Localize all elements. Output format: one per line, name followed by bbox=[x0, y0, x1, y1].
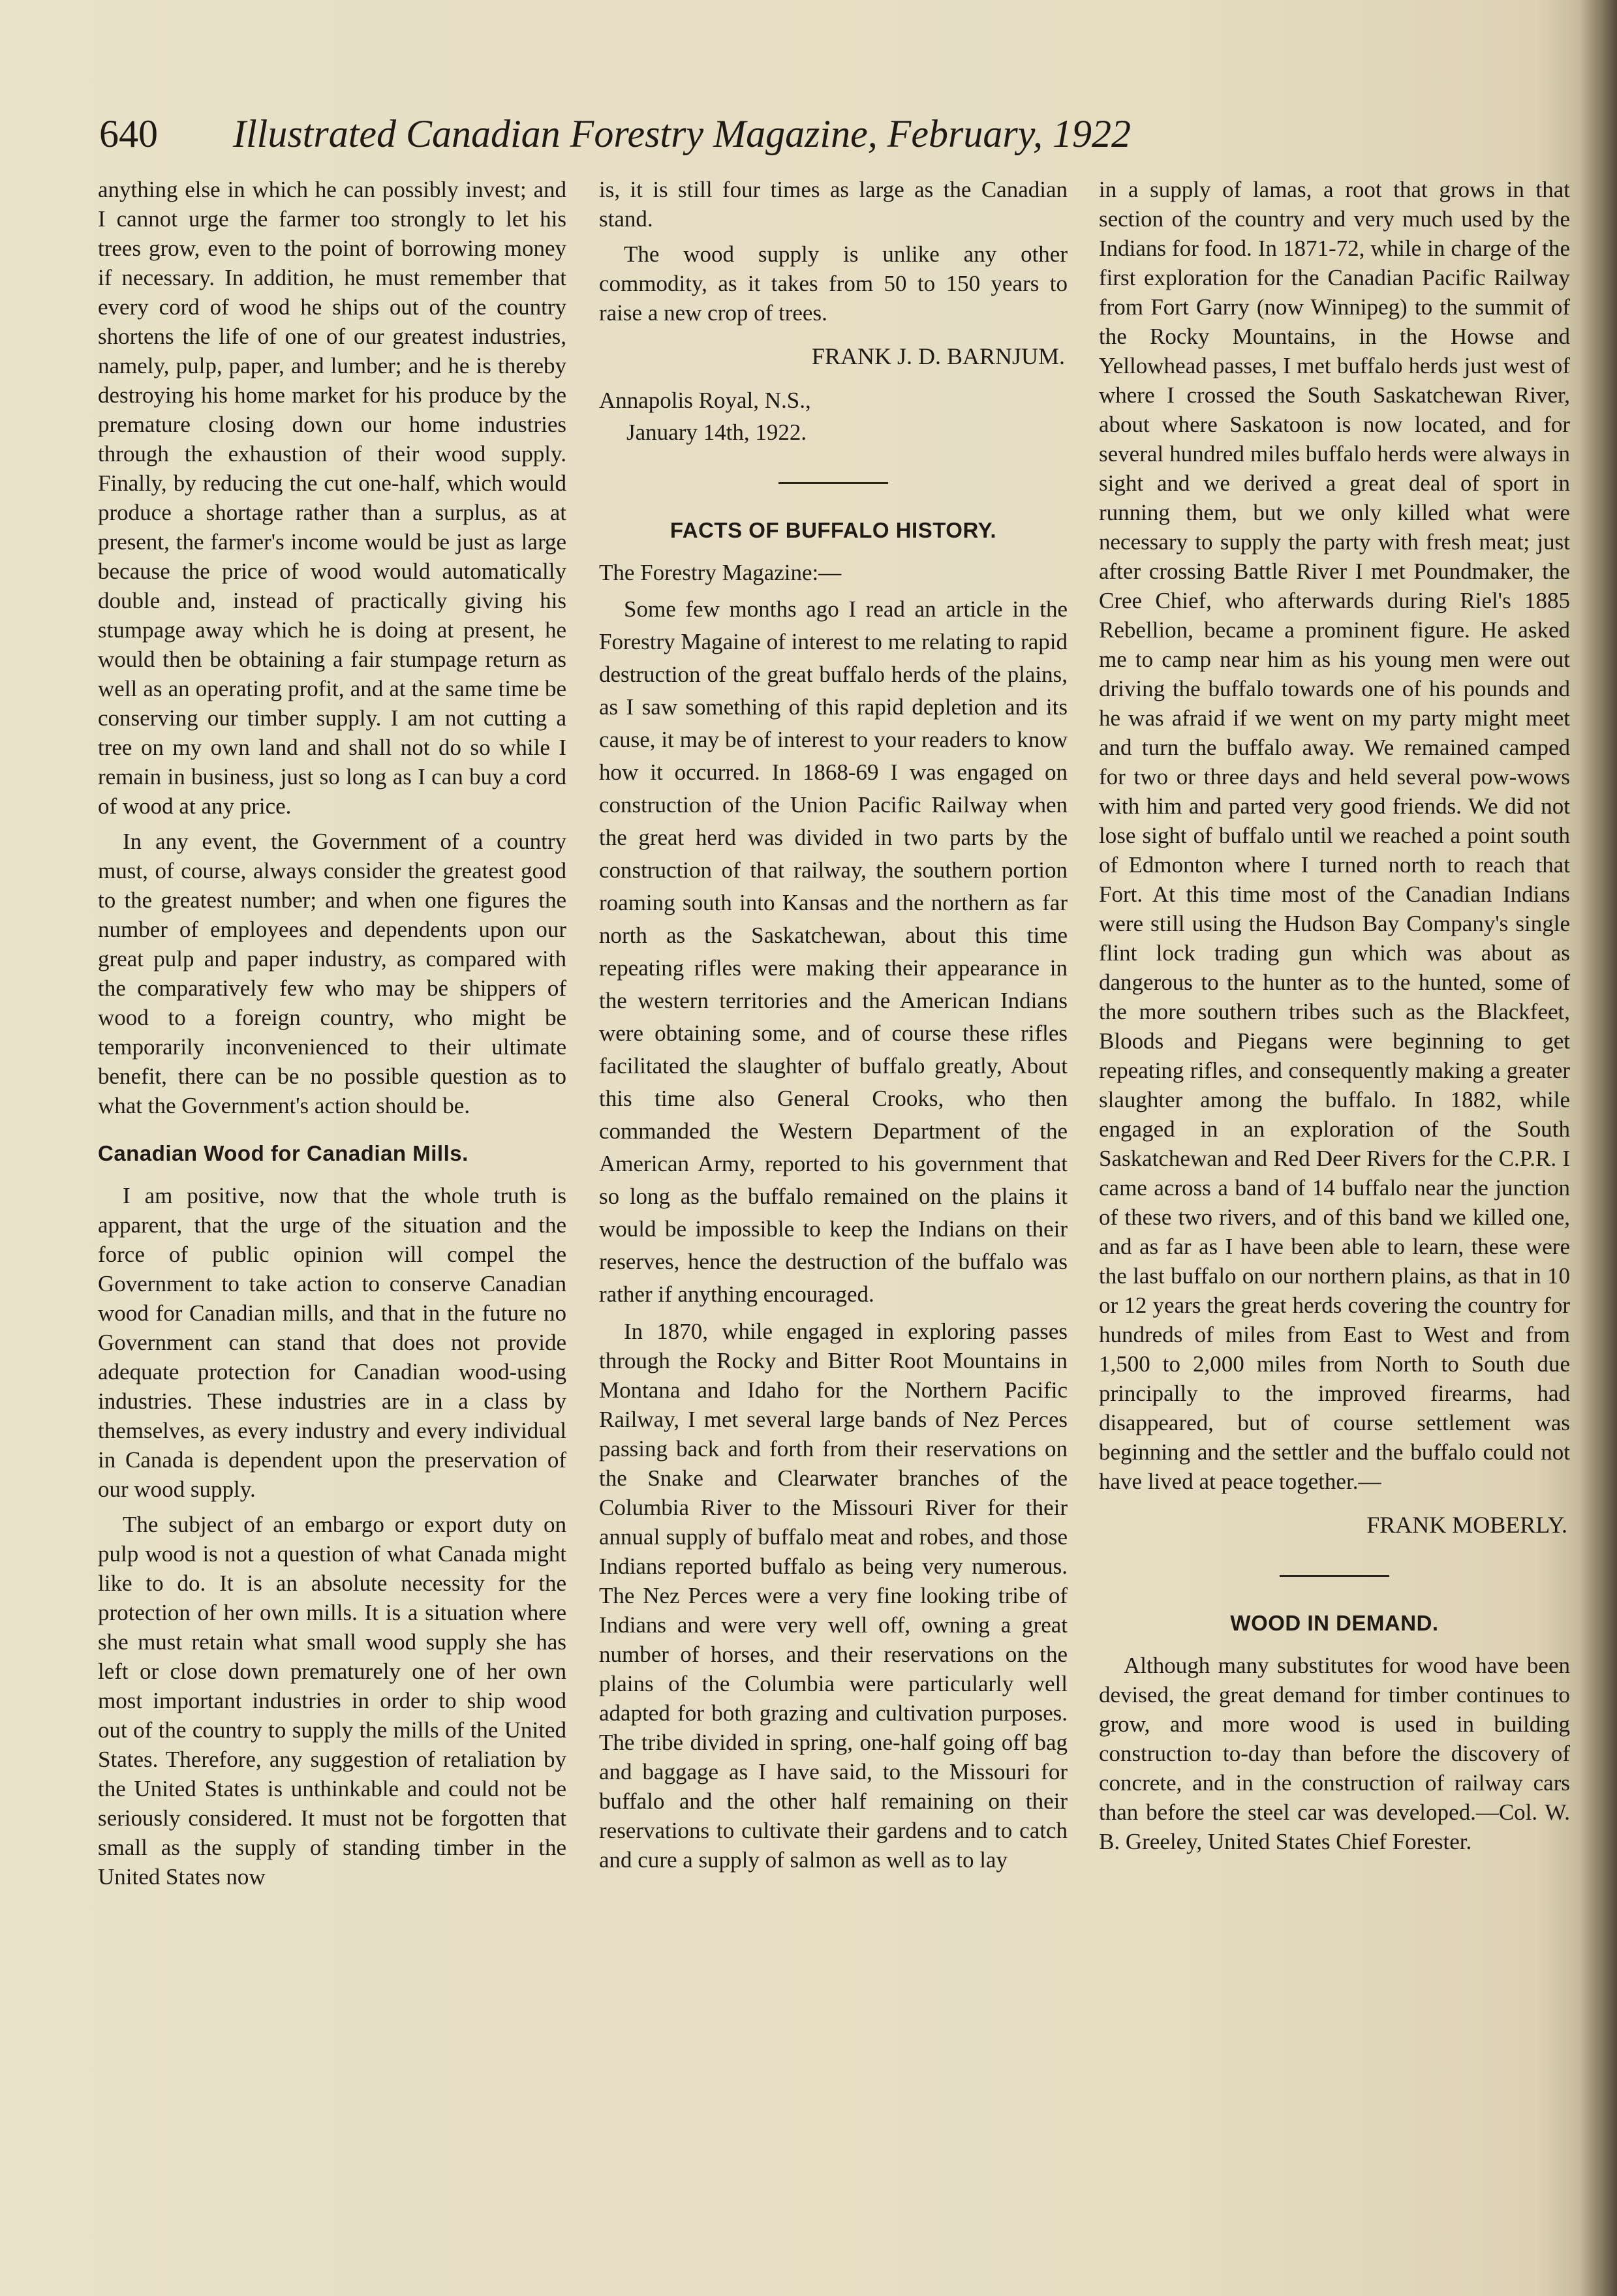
signature-moberly: FRANK MOBERLY. bbox=[1366, 1512, 1567, 1538]
text-column-1 bbox=[98, 175, 566, 2224]
letter-date: January 14th, 1922. bbox=[626, 420, 807, 445]
section-divider bbox=[778, 482, 888, 484]
paragraph: The wood supply is unlike any other commodity, as it takes from 50 to 150 years to raise a new crop of trees. bbox=[599, 241, 1068, 326]
paragraph: In 1870, while engaged in exploring passes through the Rocky and Bitter Root Mountains in Montana and Idaho for the Northern Pacific Railway, I met several large bands of Nez Perces passing back and forth from their reservations on the Snake and Clearwater branches of the Columbia River to the Missouri River for their annual supply of buffalo meat and robes, and those Indians reported buffalo as being very numerous. The Nez Perces were a very fine looking tribe of Indians and were very well off, owning a great number of horses, and their reservations on the plains of the Columbia were particularly well adapted for both grazing and cultivation purposes. The tribe divided in spring, one-half going off bag and baggage as I have said, to the Missouri for buffalo and the other half remaining on their reservations to cultivate their gardens and to catch and cure a supply of salmon as well as to lay bbox=[599, 1319, 1068, 1873]
paragraph: Some few months ago I read an article in the Forestry Magaine of interest to me relating to rapid destruction of the great buffalo herds of the plains, as I saw something of this rapid depletion and its cause, it may be of interest to your readers to know how it occurred. In 1868-69 I was engaged on construction of the Union Pacific Railway when the great herd was divided in two parts by the construction of that railway, the southern portion roaming south into Kansas and the northern as far north as the Saskatchewan, about this time repeating rifles were making their appearance in the western territories and the American Indians were obtaining some, and of course these rifles facilitated the slaughter of buffalo greatly, About this time also General Crooks, who then commanded the Western Department of the American Army, reported to his government that so long as the buffalo remained on the plains it would be impossible to keep the Indians on their reserves, hence the destruction of the buffalo was rather if anything encouraged. bbox=[599, 596, 1068, 1307]
paragraph: The subject of an embargo or export duty on pulp wood is not a question of what Canada might like to do. It is an absolute necessity for the protection of her own mills. It is a situation where she must retain what small wood supply she has left or close down prematurely one of her own most important industries in order to ship wood out of the country to supply the mills of the United States. Therefore, any suggestion of retaliation by the United States is unthinkable and could not be seriously considered. It must not be forgotten that small as the supply of standing timber in the United States now bbox=[98, 1512, 566, 1890]
text-column-3 bbox=[1099, 175, 1570, 2224]
paragraph: Although many substitutes for wood have been devised, the great demand for timber continues to grow, and more wood is used in building construction to-day than before the discovery of concrete, and in the construction of railway cars than before the steel car was developed.—Col. W. B. Greeley, United States Chief Forester. bbox=[1099, 1653, 1570, 1854]
paragraph: anything else in which he can possibly invest; and I cannot urge the farmer too strongly to let his trees grow, even to the point of borrowing money if necessary. In addition, he must remember that every cord of wood he ships out of the country shortens the life of one of our greatest industries, namely, pulp, paper, and lumber; and he is thereby destroying his home market for his produce by the premature closing down our home industries through the exhaustion of their wood supply. Finally, by reducing the cut one-half, which would produce a shortage rather than a surplus, as at present, the farmer's income would be just as large because the price of wood would automatically double and, instead of practically giving his stumpage away which he is doing at present, he would then be obtaining a fair stumpage return as well as an operating profit, and at the same time be conserving our timber supply. I am not cutting a tree on my own land and shall not do so while I remain in business, just so long as I can buy a cord of wood at any price. bbox=[98, 177, 566, 819]
paragraph: I am positive, now that the whole truth is apparent, that the urge of the situation and the force of public opinion will compel the Government to take action to conserve Canadian wood for Canadian mills, and that in the future no Government can stand that does not provide adequate protection for Canadian wood-using industries. These industries are in a class by themselves, as every industry and every individual in Canada is dependent upon the preservation of our wood supply. bbox=[98, 1183, 566, 1502]
page-header bbox=[99, 104, 1274, 163]
section-heading-wood-in-demand: WOOD IN DEMAND. bbox=[1230, 1611, 1439, 1635]
running-title: Illustrated Canadian Forestry Magazine, February, 1922 bbox=[233, 112, 1132, 155]
paragraph: is, it is still four times as large as the Canadian stand. bbox=[599, 177, 1068, 232]
page-spine-shadow bbox=[1579, 0, 1617, 2296]
salutation: The Forestry Magazine:— bbox=[599, 560, 842, 585]
section-heading-canadian-wood: Canadian Wood for Canadian Mills. bbox=[98, 1141, 469, 1165]
section-divider bbox=[1280, 1575, 1389, 1577]
text-column-2 bbox=[599, 175, 1068, 2224]
page-number: 640 bbox=[99, 112, 158, 155]
paragraph: in a supply of lamas, a root that grows in that section of the country and very much used by the Indians for food. In 1871-72, while in charge of the first exploration for the Canadian Pacific Railway from Fort Garry (now Winnipeg) to the summit of the Rocky Mountains, in the Howse and Yellowhead passes, I met buffalo herds just west of where I crossed the South Saskatchewan River, about where Saskatoon is now located, and for several hundred miles buffalo herds were always in sight and we derived a great deal of sport in running them, but we only killed what were necessary to supply the party with fresh meat; just after crossing Battle River I met Poundmaker, the Cree Chief, who afterwards during Riel's 1885 Rebellion, became a prominent figure. He asked me to camp near him as his young men were out driving the buffalo towards one of his pounds and he was afraid if we went on my party might meet and turn the buffalo away. We remained camped for two or three days and held several pow-wows with him and parted very good friends. We did not lose sight of buffalo until we reached a point south of Edmonton where I turned north to reach that Fort. At this time most of the Canadian Indians were still using the Hudson Bay Company's single flint lock trading gun which was about as dangerous to the hunter as to the hunted, some of the more southern tribes such as the Blackfeet, Bloods and Piegans were beginning to get repeating rifles, and consequently making a greater slaughter among the buffalo. In 1882, while engaged in an exploration of the South Saskatchewan and Red Deer Rivers for the C.P.R. I came across a band of 14 buffalo near the junction of these two rivers, and of this band we killed one, and as far as I have been able to learn, these were the last buffalo on our northern plains, as that in 10 or 12 years the great herds covering the country for hundreds of miles from East to West and from 1,500 to 2,000 miles from North to South due principally to the improved firearms, had disappeared, but of course settlement was beginning and the settler and the buffalo could not have lived at peace together.— bbox=[1099, 177, 1570, 1494]
paragraph: In any event, the Government of a country must, of course, always consider the greatest good to the greatest number; and when one figures the number of employees and dependents upon our great pulp and paper industry, as compared with the comparatively few who may be shippers of wood to a foreign country, who might be temporarily inconvenienced to their ultimate benefit, there can be no possible question as to what the Government's action should be. bbox=[98, 829, 566, 1118]
letter-place: Annapolis Royal, N.S., bbox=[599, 388, 811, 413]
section-heading-buffalo-history: FACTS OF BUFFALO HISTORY. bbox=[670, 518, 997, 542]
signature-barnjum: FRANK J. D. BARNJUM. bbox=[811, 343, 1065, 369]
